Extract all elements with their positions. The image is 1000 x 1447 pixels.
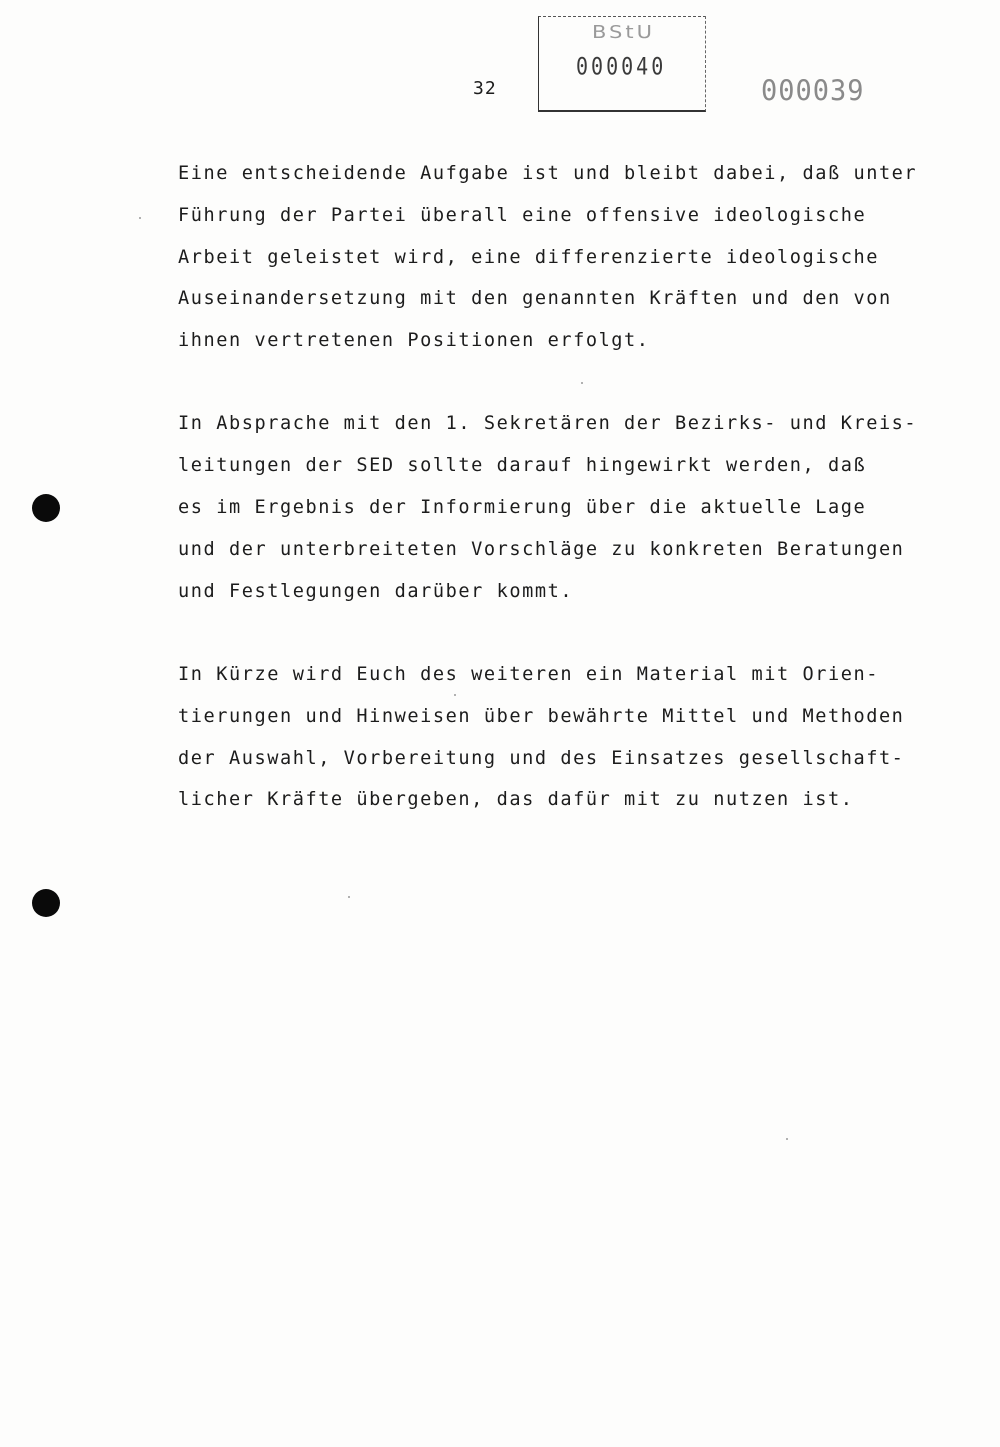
paper-speck <box>454 694 456 696</box>
text-line: licher Kräfte übergeben, das dafür mit zu nutzen ist. <box>178 789 854 811</box>
paragraph-3 <box>178 660 908 827</box>
text-line: Auseinandersetzung mit den genannten Kräften und den von <box>178 288 892 310</box>
text-line: In Kürze wird Euch des weiteren ein Material mit Orien- <box>178 663 879 685</box>
text-line: ihnen vertretenen Positionen erfolgt. <box>178 330 650 352</box>
archive-number: 000039 <box>761 75 865 108</box>
text-line: und Festlegungen darüber kommt. <box>178 580 574 602</box>
text-line: leitungen der SED sollte darauf hingewirkt werden, daß <box>178 455 867 477</box>
paragraph-gap <box>178 368 908 410</box>
text-line: es im Ergebnis der Informierung über die aktuelle Lage <box>178 497 867 519</box>
paragraph-gap <box>178 618 908 660</box>
text-line: und der unterbreiteten Vorschläge zu konkreten Beratungen <box>178 538 905 560</box>
punch-hole-upper <box>32 494 60 522</box>
punch-hole-lower <box>32 889 60 917</box>
text-line: Arbeit geleistet wird, eine differenzierte ideologische <box>178 246 879 268</box>
body-text <box>178 159 918 827</box>
text-line: Führung der Partei überall eine offensive ideologische <box>178 204 867 226</box>
paper-speck <box>348 896 350 898</box>
stamp-label: BStU <box>592 21 655 43</box>
text-line: In Absprache mit den 1. Sekretären der Bezirks- und Kreis- <box>178 413 918 435</box>
paragraph-1 <box>178 159 918 368</box>
page-number: 32 <box>473 78 497 99</box>
paper-speck <box>786 1138 788 1140</box>
paragraph-2 <box>178 409 918 618</box>
text-line: Eine entscheidende Aufgabe ist und bleibt dabei, daß unter <box>178 163 918 184</box>
paper-speck <box>581 382 583 384</box>
stamp-number: 000040 <box>576 51 667 81</box>
text-line: der Auswahl, Vorbereitung und des Einsatzes gesellschaft- <box>178 747 905 769</box>
paper-speck <box>139 217 141 219</box>
text-line: tierungen und Hinweisen über bewährte Mittel und Methoden <box>178 705 905 727</box>
